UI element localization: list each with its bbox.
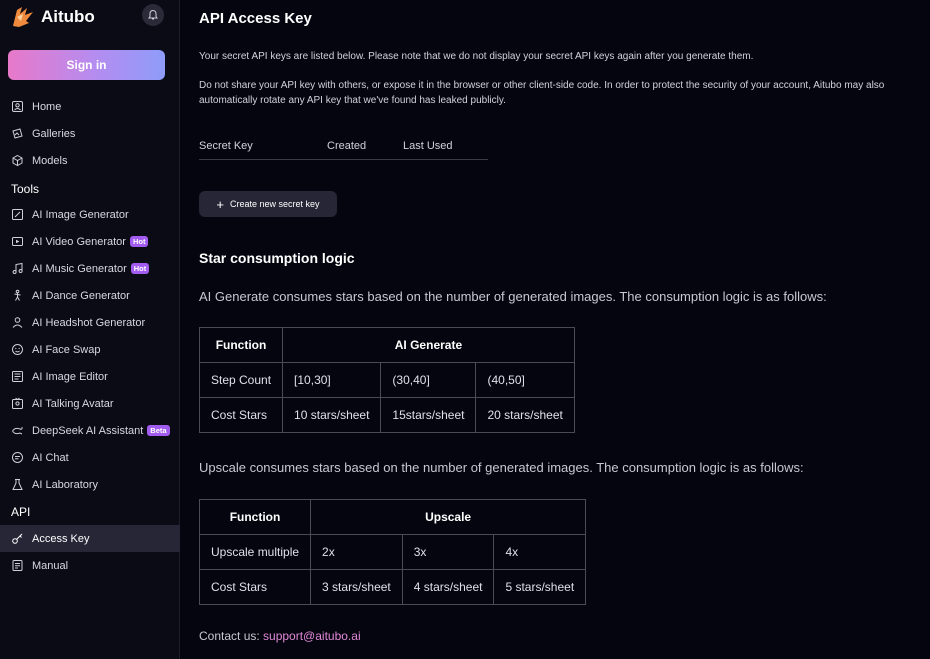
security-notice-text: Do not share your API key with others, or expose it in the browser or other client-side code. In order to protect the security of your account, Aitubo may also automatically rotate any API key that we've found has leaked publicly.	[199, 80, 885, 106]
hot-badge: Hot	[131, 263, 150, 274]
table-cell: 10 stars/sheet	[283, 398, 381, 433]
table-cell: [10,30]	[283, 363, 381, 398]
bell-icon[interactable]	[142, 4, 164, 26]
sidebar-item-label: Manual	[32, 559, 69, 572]
table-header-cell: Function	[200, 500, 311, 535]
page-title: API Access Key	[199, 10, 312, 27]
table-cell: 5 stars/sheet	[494, 570, 586, 605]
table-row	[200, 535, 586, 570]
upscale-cost-table	[199, 499, 586, 605]
generate-cost-table	[199, 327, 575, 433]
table-cell: 3x	[402, 535, 494, 570]
contact-line	[199, 629, 361, 643]
sidebar-item-ai-laboratory[interactable]	[0, 471, 180, 498]
table-header-cell: Function	[200, 328, 283, 363]
fox-logo-icon	[10, 4, 36, 30]
table-cell: 20 stars/sheet	[476, 398, 574, 433]
sidebar-item-label: DeepSeek AI Assistant	[32, 424, 144, 437]
table-header-cell: Upscale	[311, 500, 586, 535]
music-icon	[11, 262, 24, 275]
galleries-icon	[11, 127, 24, 140]
sign-in-button[interactable]: Sign in	[8, 50, 165, 80]
sidebar-item-ai-talking-avatar[interactable]	[0, 390, 180, 417]
create-secret-key-button[interactable]	[199, 191, 337, 217]
table-cell: 4x	[494, 535, 586, 570]
column-header-last-used: Last Used	[403, 140, 453, 152]
sidebar-item-ai-video-generator[interactable]	[0, 228, 180, 255]
create-secret-key-label: Create new secret key	[230, 199, 320, 209]
edit-image-icon	[11, 208, 24, 221]
sidebar-item-ai-music-generator[interactable]	[0, 255, 180, 282]
brand[interactable]	[10, 4, 95, 30]
sidebar-item-label: AI Chat	[32, 451, 69, 464]
plus-icon: +	[216, 196, 225, 212]
table-row	[200, 570, 586, 605]
sidebar-item-label: AI Image Editor	[32, 370, 108, 383]
whale-icon	[11, 424, 24, 437]
sidebar-item-label: AI Talking Avatar	[32, 397, 114, 410]
chat-icon	[11, 451, 24, 464]
sidebar-item-galleries[interactable]	[0, 120, 180, 147]
sidebar-item-ai-headshot-generator[interactable]	[0, 309, 180, 336]
sidebar-item-label: AI Headshot Generator	[32, 316, 146, 329]
api-section-label: API	[11, 505, 31, 519]
contact-label: Contact us:	[199, 629, 264, 643]
table-header-cell: AI Generate	[283, 328, 575, 363]
flask-icon	[11, 478, 24, 491]
column-header-secret-key: Secret Key	[199, 140, 253, 152]
sidebar-item-label: AI Video Generator	[32, 235, 126, 248]
hot-badge: Hot	[130, 236, 149, 247]
sidebar-item-manual[interactable]	[0, 552, 180, 579]
table-cell: 2x	[311, 535, 403, 570]
sidebar-item-label: AI Face Swap	[32, 343, 101, 356]
sidebar-item-label: Access Key	[32, 532, 90, 545]
sidebar-item-label: Models	[32, 154, 68, 167]
sidebar-item-ai-face-swap[interactable]	[0, 336, 180, 363]
sidebar-item-deepseek-ai-assistant[interactable]	[0, 417, 180, 444]
secret-keys-table-header	[199, 140, 488, 160]
sidebar-item-home[interactable]	[0, 93, 180, 120]
table-row	[200, 363, 575, 398]
intro-text: Your secret API keys are listed below. Please note that we do not display your secret API keys again after you generate them.	[199, 51, 754, 62]
table-cell: (40,50]	[476, 363, 574, 398]
face-icon	[11, 343, 24, 356]
sidebar-item-label: Galleries	[32, 127, 76, 140]
tools-section-label: Tools	[11, 182, 40, 196]
sidebar-item-label: AI Laboratory	[32, 478, 99, 491]
image-editor-icon	[11, 370, 24, 383]
table-row	[200, 328, 575, 363]
generate-description: AI Generate consumes stars based on the number of generated images. The consumption logic is as follows:	[199, 289, 827, 304]
table-row	[200, 500, 586, 535]
beta-badge: Beta	[147, 425, 169, 436]
support-email-link[interactable]: support@aitubo.ai	[263, 629, 361, 643]
sidebar-item-label: AI Image Generator	[32, 208, 129, 221]
table-cell: 15stars/sheet	[381, 398, 476, 433]
headshot-icon	[11, 316, 24, 329]
key-icon	[11, 532, 24, 545]
manual-icon	[11, 559, 24, 572]
table-cell: 3 stars/sheet	[311, 570, 403, 605]
brand-name: Aitubo	[41, 7, 95, 26]
upscale-description: Upscale consumes stars based on the number of generated images. The consumption logic is as follows:	[199, 460, 804, 475]
sidebar-item-label: Home	[32, 100, 62, 113]
table-cell: Step Count	[200, 363, 283, 398]
home-icon	[11, 100, 24, 113]
sidebar-item-ai-image-generator[interactable]	[0, 201, 180, 228]
sidebar-item-ai-image-editor[interactable]	[0, 363, 180, 390]
sidebar-item-access-key[interactable]	[0, 525, 180, 552]
sidebar-item-models[interactable]	[0, 147, 180, 174]
sidebar	[0, 0, 180, 659]
table-cell: Upscale multiple	[200, 535, 311, 570]
dance-icon	[11, 289, 24, 302]
cube-icon	[11, 154, 24, 167]
sidebar-item-ai-dance-generator[interactable]	[0, 282, 180, 309]
table-cell: (30,40]	[381, 363, 476, 398]
sidebar-item-label: AI Music Generator	[32, 262, 127, 275]
table-cell: Cost Stars	[200, 570, 311, 605]
sidebar-item-label: AI Dance Generator	[32, 289, 130, 302]
column-header-created: Created	[327, 140, 367, 152]
table-cell: 4 stars/sheet	[402, 570, 494, 605]
star-consumption-title: Star consumption logic	[199, 250, 355, 266]
sidebar-item-ai-chat[interactable]	[0, 444, 180, 471]
avatar-icon	[11, 397, 24, 410]
table-row	[200, 398, 575, 433]
video-icon	[11, 235, 24, 248]
table-cell: Cost Stars	[200, 398, 283, 433]
